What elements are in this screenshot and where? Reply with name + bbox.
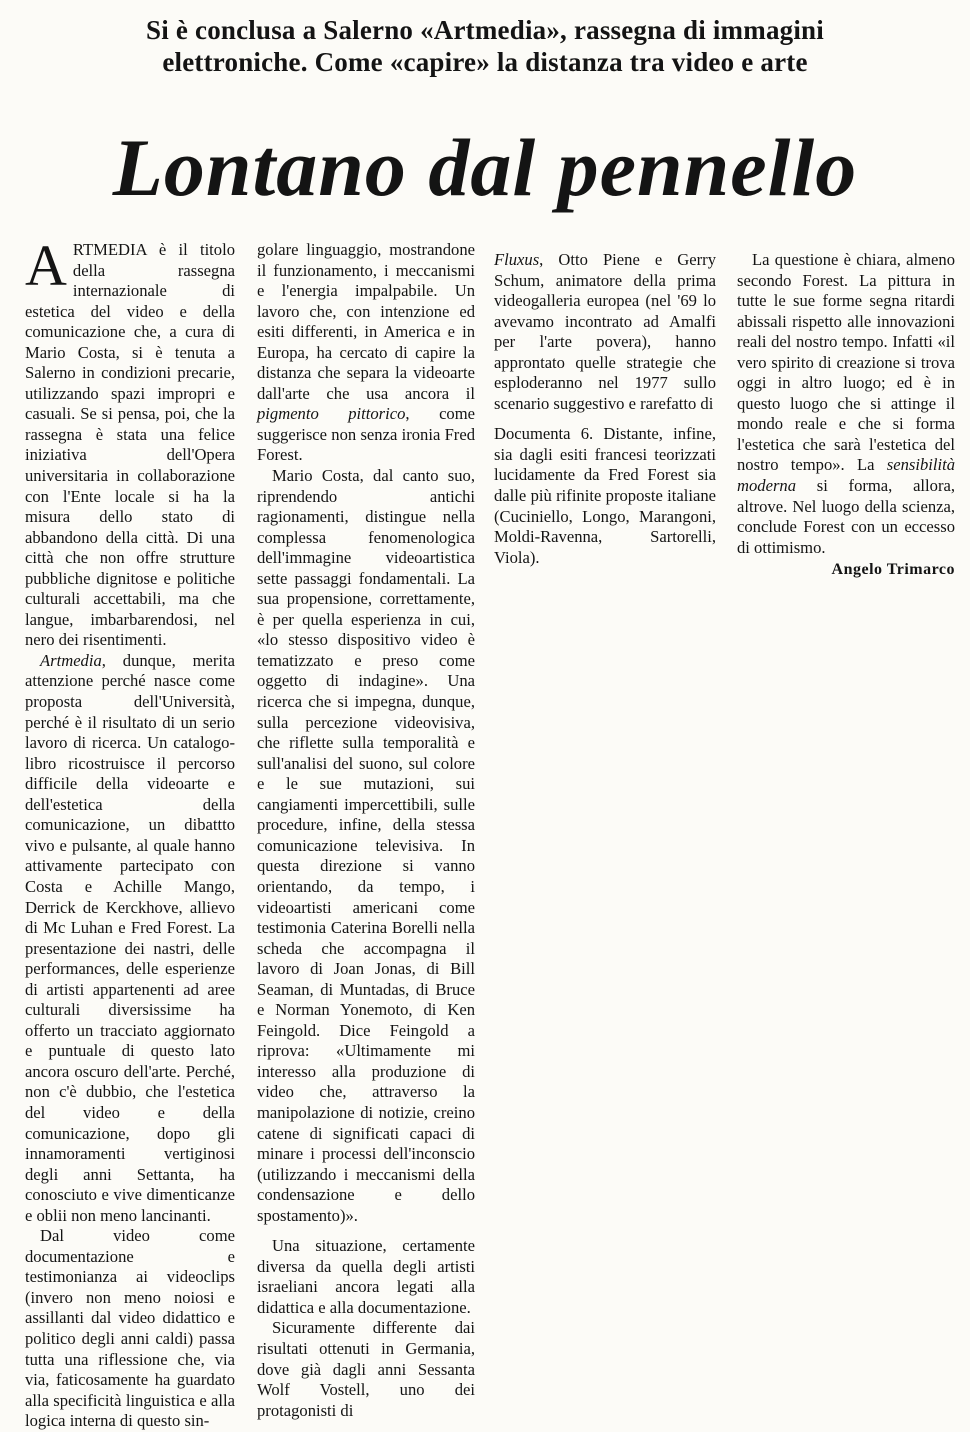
headline: Lontano dal pennello xyxy=(112,122,858,213)
paragraph: Una situazione, certamente diversa da quella degli artisti israeliani ancora legati alla didattica e alla documentazione. xyxy=(257,1236,475,1317)
drop-cap: A xyxy=(25,233,67,298)
paragraph-text: La questione è chiara, almeno secondo Forest. La pittura in tutte le sue forme segna ritardi abissali rispetto alle innovazioni reali del nostro tempo. Infatti «il vero spirito di creazione si trova oggi in altro luogo; ed è in questo luogo che si attinge il mondo reale e che si forma l'estetica che sarà l'estetica del nostro tempo». La xyxy=(737,250,955,475)
column-4 xyxy=(737,250,955,581)
paragraph: Sicuramente differente dai risultati ottenuti in Germania, dove già dagli anni Sessanta Wolf Vostell, uno dei protagonisti di xyxy=(257,1318,475,1420)
paragraph xyxy=(257,240,475,466)
paragraph-text: , dunque, merita attenzione perché nasce come proposta dell'Università, perché è il risultato di un serio lavoro di ricerca. Un catalogo-libro ricostruisce il percorso difficile della videoarte e dell'estetica della comunicazione, un dibattto vivo e pulsante, al quale hanno attivamente partecipato con Costa e Achille Mango, Derrick de Kerckhove, allievo di Mc Luhan e Fred Forest. La presentazione dei nastri, delle performances, delle esperienze di artisti appartenenti ad aree culturali diversissime ha offerto un tracciato aggiornato e puntuale di questo lato ancora oscuro dell'arte. Perché, non c'è dubbio, che l'estetica del video e della comunicazione, dopo gli innamoramenti vertiginosi degli anni Settanta, ha conosciuto e vive dimenticanze e oblii non meno lancinanti. xyxy=(25,650,235,1225)
paragraph xyxy=(25,233,235,651)
paragraph xyxy=(737,250,955,558)
paragraph: Dal video come documentazione e testimonianza ai videoclips (invero non meno noiosi e assillanti dal video didattico e politico degli anni caldi) passa tutta una riflessione che, via via, faticosamente ha guardato alla specificità linguistica e alla logica interna di questo sin- xyxy=(25,1226,235,1431)
paragraph xyxy=(494,250,716,414)
column-2 xyxy=(257,240,475,1421)
italic-phrase: Fluxus xyxy=(494,250,540,269)
italic-title: Artmedia xyxy=(40,650,102,670)
kicker-line-1: Si è conclusa a Salerno «Artmedia», rassegna di immagini xyxy=(146,15,824,45)
column-1 xyxy=(25,233,235,1432)
author-signature: Angelo Trimarco xyxy=(831,561,955,579)
paragraph: Documenta 6. Distante, infine, sia dagli esiti francesi teorizzati lucidamente da Fred Forest sia dalle più rifinite proposte italiane (Cuciniello, Longo, Marangoni, Moldi-Ravenna, Sartorelli, Viola). xyxy=(494,424,716,567)
paragraph-text: , Otto Piene e Gerry Schum, animatore della prima videogalleria europea (nel '69 lo avevamo incontrato ad Amalfi per l'arte povera), hanno approntato quelle strategie che esploderanno nel 1977 sullo scenario suggestivo e rarefatto di xyxy=(494,250,716,413)
paragraph-text: RTMEDIA è il titolo della rassegna internazionale di estetica del video e della comunicazione che, a cura di Mario Costa, si è tenuta a Salerno in condizioni precarie, utilizzando spazi impropri e casuali. Se si pensa, poi, che la rassegna è stata una felice iniziativa dell'Opera universitaria in collaborazione con l'Ente locale si ha la misura dello stato di abbandono della città. Di una città che non offre strutture pubbliche dignitose e politiche culturali accettabili, ma che langue, imbarbarendosi, nel nero dei risentimenti. xyxy=(25,240,235,650)
paragraph-text: , come suggerisce non senza ironia Fred Forest. xyxy=(257,404,476,465)
column-3 xyxy=(494,250,716,568)
paragraph xyxy=(25,651,235,1226)
paragraph-text: si forma, allora, altrove. Nel luogo della scienza, conclude Forest con un eccesso di ottimismo. xyxy=(737,476,955,557)
kicker-line-2: elettroniche. Come «capire» la distanza tra video e arte xyxy=(162,47,808,77)
paragraph-text: golare linguaggio, mostrandone il funzionamento, i meccanismi e l'energia impalpabile. Un lavoro che, con intenzione ed esiti differenti, in America e in Europa, ha cercato di capire la distanza che separa la videoarte dall'arte che usa ancora il xyxy=(257,240,475,403)
paragraph: Mario Costa, dal canto suo, riprendendo antichi ragionamenti, distingue nella complessa fenomenologica dell'immagine videoartistica sette passaggi fondamentali. La sua propensione, correttamente, è per quella esperienza in cui, «lo stesso dispositivo video è tematizzato e preso come oggetto di indagine». Una ricerca che si impegna, dunque, sulla percezione videovisiva, che riflette sulla temporalità e sull'analisi del suono, sul colore e le sue mutazioni, sui cangiamenti impercettibili, sulle procedure, infine, della stessa comunicazione televisiva. In questa direzione si vanno orientando, da tempo, i videoartisti americani come testimonia Caterina Borelli nella scheda che accompagna il lavoro di Joan Jonas, di Bill Seaman, di Muntadas, di Bruce e Norman Yonemoto, di Ken Feingold. Dice Feingold a riprova: «Ultimamente mi interesso alla produzione di video che, attraverso la manipolazione di notizie, creino catene di significati capaci di minare i processi dell'inconscio (utilizzando i meccanismi della condensazione e dello spostamento)». xyxy=(257,466,475,1225)
italic-phrase: sensibilità moderna xyxy=(737,455,955,496)
italic-phrase: pigmento pittorico xyxy=(257,404,406,424)
kicker xyxy=(0,14,970,78)
